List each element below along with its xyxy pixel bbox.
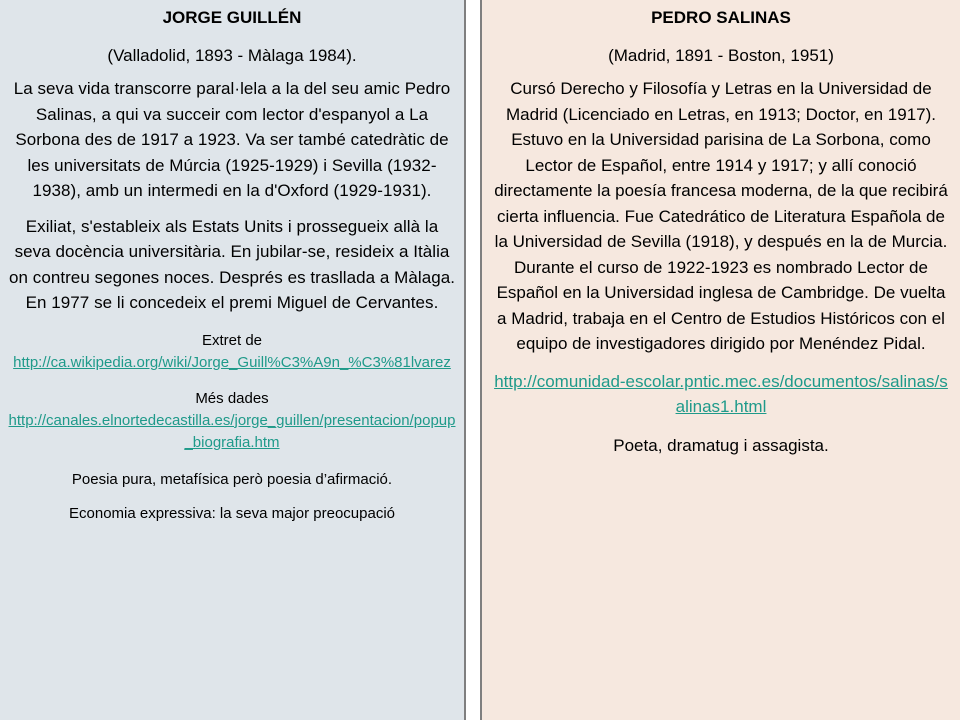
- more-data-block: [6, 388, 458, 454]
- left-note-2: Economia expressiva: la seva major preocupació: [69, 504, 395, 522]
- right-link[interactable]: http://comunidad-escolar.pntic.mec.es/documentos/salinas/salinas1.html: [494, 371, 948, 416]
- right-title: PEDRO SALINAS: [651, 8, 791, 27]
- source-label: Extret de: [201, 331, 263, 349]
- left-paragraph-1: La seva vida transcorre paral·lela a la del seu amic Pedro Salinas, a qui va succeir com lector d'espanyol a La Sorbona des de 1917 a 1923. Va ser també catedràtic de les universitats de Múrcia (1925-1929) i Sevilla (1932-1938), amb un intermedi en la d'Oxford (1929-1931).: [13, 79, 451, 200]
- more-link[interactable]: http://canales.elnortedecastilla.es/jorge_guillen/presentacion/popup_biografia.htm: [8, 411, 456, 451]
- more-label: Més dades: [195, 389, 269, 407]
- left-subtitle: (Valladolid, 1893 - Màlaga 1984).: [107, 46, 357, 65]
- left-note-1: Poesia pura, metafísica però poesia d’afirmació.: [71, 470, 393, 488]
- source-link[interactable]: http://ca.wikipedia.org/wiki/Jorge_Guill%C3%A9n_%C3%81lvarez: [13, 353, 451, 371]
- pedro-salinas-panel: [480, 0, 960, 720]
- right-tagline: Poeta, dramatug i assagista.: [613, 435, 829, 455]
- jorge-guillen-panel: [0, 0, 466, 720]
- right-paragraph-1: Cursó Derecho y Filosofía y Letras en la Universidad de Madrid (Licenciado en Letras, en 1913; Doctor, en 1917). Estuvo en la Universidad parisina de La Sorbona, como Lector de Español, entre 1914 y 1917; y allí conoció directamente la poesía francesa moderna, de la que recibirá cierta influencia. Fue Catedrático de Literatura Española de la Universidad de Sevilla (1918), y después en la de Murcia. Durante el curso de 1922-1923 es nombrado Lector de Español en la Universidad inglesa de Cambridge. De vuelta a Madrid, trabaja en el Centro de Estudios Históricos con el equipo de investigadores dirigido por Menéndez Pidal.: [494, 79, 948, 353]
- right-subtitle: (Madrid, 1891 - Boston, 1951): [608, 46, 834, 65]
- left-paragraph-2: Exiliat, s'estableix als Estats Units i prossegueix allà la seva docència universitària. En jubilar-se, resideix a Itàlia on contreu segones noces. Després es trasllada a Màlaga. En 1977 se li concedeix el premi Miguel de Cervantes.: [8, 216, 455, 312]
- left-title: JORGE GUILLÉN: [162, 8, 302, 27]
- source-block: [6, 330, 458, 374]
